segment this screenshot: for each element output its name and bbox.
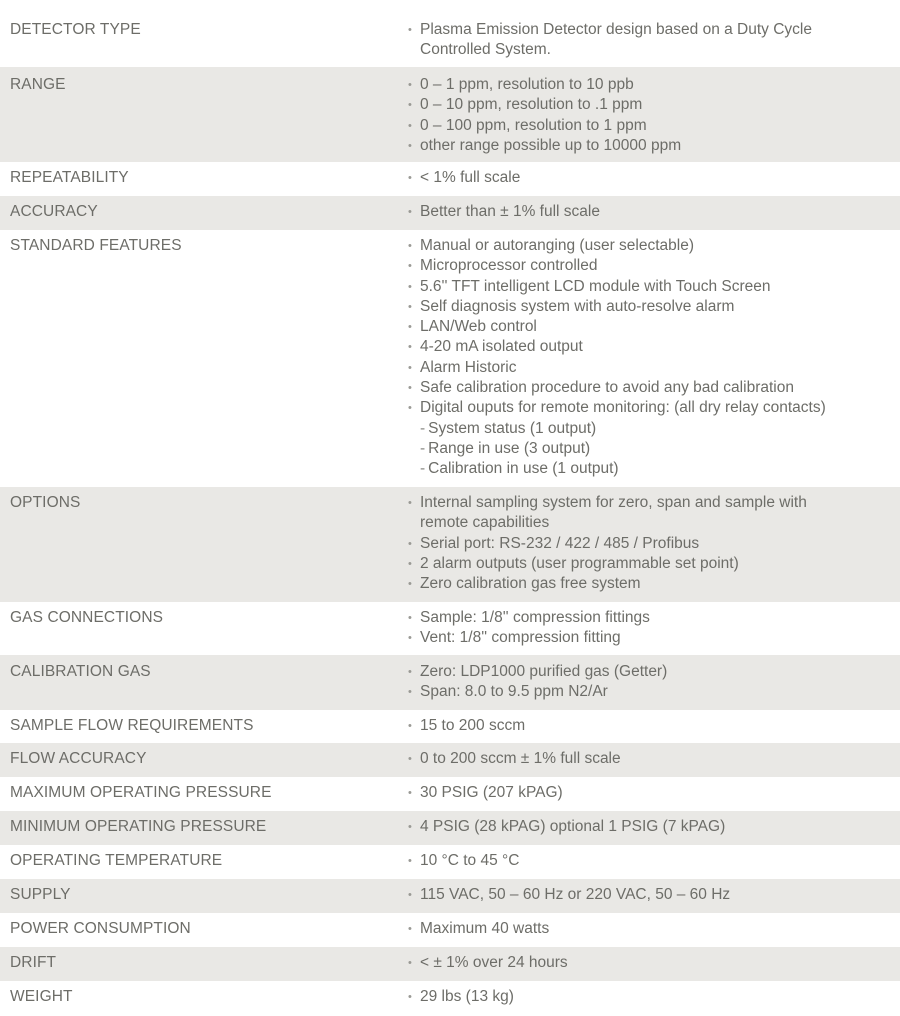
list-item: • Serial port: RS-232 / 422 / 485 / Profibus xyxy=(408,534,858,554)
list-item: • Safe calibration procedure to avoid any bad calibration xyxy=(408,378,900,398)
sub-list-item: - System status (1 output) xyxy=(420,419,597,437)
spec-row-standard-features xyxy=(0,230,900,487)
bullet-icon: • xyxy=(408,341,412,354)
value-list xyxy=(408,608,900,649)
bullet-icon: • xyxy=(408,991,412,1003)
list-item: • Zero: LDP1000 purified gas (Getter) xyxy=(408,662,900,682)
spec-row-calibration-gas xyxy=(0,655,900,710)
list-item: • Vent: 1/8'' compression fitting xyxy=(408,628,900,648)
list-item: • 2 alarm outputs (user programmable set point) xyxy=(408,554,858,574)
bullet-icon: • xyxy=(408,382,412,395)
spec-values xyxy=(408,749,900,777)
bullet-icon: • xyxy=(408,957,412,969)
spec-values xyxy=(408,953,900,981)
bullet-icon: • xyxy=(408,119,412,132)
value-list xyxy=(408,783,900,803)
spec-label: SAMPLE FLOW REQUIREMENTS xyxy=(10,717,254,734)
list-item: • 0 – 100 ppm, resolution to 1 ppm xyxy=(408,116,900,136)
list-item: • other range possible up to 10000 ppm xyxy=(408,136,900,156)
bullet-icon: • xyxy=(408,578,412,591)
bullet-icon: • xyxy=(408,557,412,570)
bullet-icon: • xyxy=(408,99,412,112)
list-item: • Self diagnosis system with auto-resolve alarm xyxy=(408,297,900,317)
list-item: • 30 PSIG (207 kPAG) xyxy=(408,783,900,803)
list-item: • < 1% full scale xyxy=(408,168,900,188)
list-item: • 4 PSIG (28 kPAG) optional 1 PSIG (7 kPAG) xyxy=(408,817,900,837)
list-item: • 10 °C to 45 °C xyxy=(408,851,900,871)
spec-label: WEIGHT xyxy=(10,988,73,1005)
spec-label: MINIMUM OPERATING PRESSURE xyxy=(10,818,267,835)
list-item: • LAN/Web control xyxy=(408,317,900,337)
bullet-icon: • xyxy=(408,686,412,699)
list-item: • 29 lbs (13 kg) xyxy=(408,987,900,1007)
list-item: • 15 to 200 sccm xyxy=(408,716,900,736)
spec-label: OPERATING TEMPERATURE xyxy=(10,852,223,869)
list-item: • 0 – 1 ppm, resolution to 10 ppb xyxy=(408,75,900,95)
value-list xyxy=(408,662,900,703)
bullet-icon: • xyxy=(408,855,412,867)
bullet-icon: • xyxy=(408,537,412,550)
spec-label: OPTIONS xyxy=(10,494,81,511)
list-item: • Zero calibration gas free system xyxy=(408,574,858,594)
spec-label: POWER CONSUMPTION xyxy=(10,920,191,937)
bullet-icon: • xyxy=(408,787,412,799)
sub-list-item: - Range in use (3 output) xyxy=(420,439,591,457)
spec-row-minimum-operating-pressure xyxy=(0,811,900,845)
bullet-icon: • xyxy=(408,361,412,374)
list-item: • Span: 8.0 to 9.5 ppm N2/Ar xyxy=(408,682,900,702)
list-item: • Manual or autoranging (user selectable) xyxy=(408,236,900,256)
bullet-icon: • xyxy=(408,260,412,273)
spec-label: ACCURACY xyxy=(10,203,98,220)
spec-values xyxy=(408,919,900,947)
spec-row-gas-connections xyxy=(0,602,900,655)
spec-values xyxy=(408,716,900,743)
spec-label: MAXIMUM OPERATING PRESSURE xyxy=(10,784,272,801)
spec-values xyxy=(408,20,900,67)
list-item: • Digital ouputs for remote monitoring: (all dry relay contacts) xyxy=(408,398,900,418)
spec-row-sample-flow-requirements xyxy=(0,710,900,743)
spec-row-detector-type xyxy=(0,0,900,67)
dash-icon: - xyxy=(420,460,426,478)
bullet-icon: • xyxy=(408,666,412,678)
bullet-icon: • xyxy=(408,321,412,334)
list-item: • Sample: 1/8'' compression fittings xyxy=(408,608,900,628)
value-list xyxy=(408,168,900,188)
bullet-icon: • xyxy=(408,923,412,935)
list-item: • 115 VAC, 50 – 60 Hz or 220 VAC, 50 – 60 Hz xyxy=(408,885,900,905)
list-item: • 0 to 200 sccm ± 1% full scale xyxy=(408,749,900,769)
bullet-icon: • xyxy=(408,720,412,732)
bullet-icon: • xyxy=(408,240,412,252)
bullet-icon: • xyxy=(408,753,412,765)
spec-row-drift xyxy=(0,947,900,981)
bullet-icon: • xyxy=(408,300,412,313)
list-item: • Plasma Emission Detector design based on a Duty Cycle Controlled System. xyxy=(408,21,812,59)
list-item: • 4-20 mA isolated output xyxy=(408,337,900,357)
spec-values xyxy=(408,662,900,710)
spec-row-accuracy xyxy=(0,196,900,230)
spec-label: REPEATABILITY xyxy=(10,169,129,186)
spec-values xyxy=(408,608,900,655)
bullet-icon: • xyxy=(408,402,412,415)
list-item: • Better than ± 1% full scale xyxy=(408,202,900,222)
value-list xyxy=(408,885,900,905)
spec-label: SUPPLY xyxy=(10,886,71,903)
spec-label: STANDARD FEATURES xyxy=(10,237,182,254)
spec-row-range xyxy=(0,67,900,162)
spec-row-maximum-operating-pressure xyxy=(0,777,900,811)
bullet-icon: • xyxy=(408,280,412,293)
spec-row-flow-accuracy xyxy=(0,743,900,777)
list-item: • Microprocessor controlled xyxy=(408,256,900,276)
dash-icon: - xyxy=(420,439,426,457)
list-item: • Maximum 40 watts xyxy=(408,919,900,939)
value-list xyxy=(408,20,858,61)
list-item: • Internal sampling system for zero, span and sample with remote capabilities xyxy=(408,494,807,532)
value-list xyxy=(408,851,900,871)
bullet-icon: • xyxy=(408,172,412,184)
spec-values xyxy=(408,202,900,230)
spec-label: DETECTOR TYPE xyxy=(10,21,141,38)
spec-values xyxy=(408,168,900,196)
value-list xyxy=(408,236,900,480)
spec-row-operating-temperature xyxy=(0,845,900,879)
bullet-icon: • xyxy=(408,497,412,509)
value-list xyxy=(408,493,858,594)
spec-label: GAS CONNECTIONS xyxy=(10,609,164,626)
spec-label: FLOW ACCURACY xyxy=(10,750,147,767)
bullet-icon: • xyxy=(408,889,412,901)
value-list xyxy=(408,919,900,939)
sub-list-item: - Calibration in use (1 output) xyxy=(420,460,619,478)
value-list xyxy=(408,749,900,769)
bullet-icon: • xyxy=(408,206,412,218)
spec-values xyxy=(408,236,900,487)
spec-values xyxy=(408,885,900,913)
value-list xyxy=(408,716,900,736)
bullet-icon: • xyxy=(408,821,412,833)
list-item: • 0 – 10 ppm, resolution to .1 ppm xyxy=(408,95,900,115)
bullet-icon: • xyxy=(408,24,412,36)
spec-row-weight xyxy=(0,981,900,1016)
bullet-icon: • xyxy=(408,139,412,152)
value-list xyxy=(408,202,900,222)
value-list xyxy=(408,817,900,837)
dash-icon: - xyxy=(420,419,426,437)
list-item: • Alarm Historic xyxy=(408,358,900,378)
spec-label: CALIBRATION GAS xyxy=(10,663,151,680)
spec-values xyxy=(408,851,900,879)
spec-label: RANGE xyxy=(10,76,66,93)
list-item: • < ± 1% over 24 hours xyxy=(408,953,900,973)
spec-row-repeatability xyxy=(0,162,900,196)
bullet-icon: • xyxy=(408,632,412,645)
spec-label: DRIFT xyxy=(10,954,57,971)
spec-row-supply xyxy=(0,879,900,913)
bullet-icon: • xyxy=(408,612,412,624)
value-list xyxy=(408,75,900,156)
spec-values xyxy=(408,493,900,602)
spec-row-power-consumption xyxy=(0,913,900,947)
value-list xyxy=(408,987,900,1007)
bullet-icon: • xyxy=(408,79,412,91)
value-list xyxy=(408,953,900,973)
spec-values xyxy=(408,75,900,162)
spec-values xyxy=(408,783,900,811)
spec-values xyxy=(408,817,900,845)
list-item: • 5.6'' TFT intelligent LCD module with Touch Screen xyxy=(408,277,900,297)
spec-row-options xyxy=(0,487,900,602)
